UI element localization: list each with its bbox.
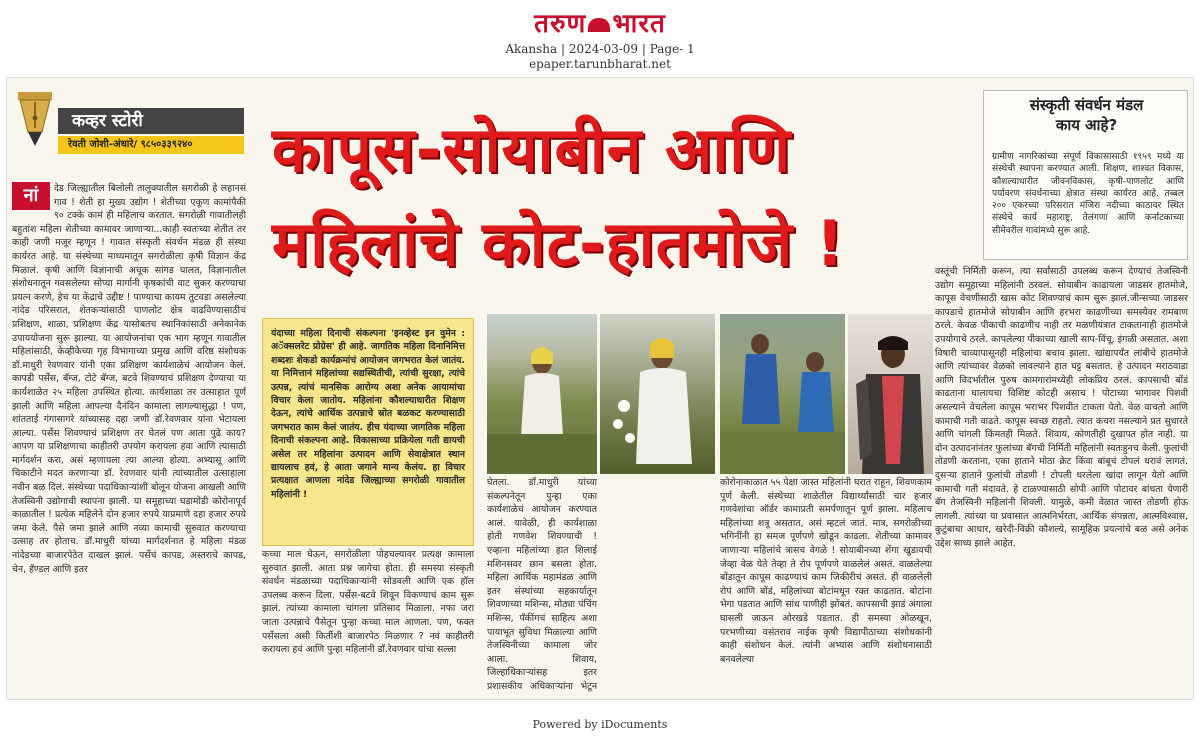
photo-2-figure	[600, 314, 715, 474]
left-column-article	[12, 182, 246, 692]
dropcap: नां	[12, 182, 50, 210]
mid-column-article: कच्चा माल घेऊन, सगरोळीला पोहचल्यावर प्रत्यक्ष कामाला सुरुवात झाली. आता प्रश्न जागेचा होता. ही समस्या संस्कृती संवर्धन मंडळाच्या पदाधिकाऱ्यांनी सोडवली आणि एक हॉल उपलब्ध करून दिला. पर्सेस-बटवे शिवून विकण्याचं काम सुरू झालं. त्यांच्या कामाला चांगला प्रतिसाद मिळाला. नफा जरा जाता उत्पन्नाचे पैसेतून पुन्हा कच्चा माल आणला. पण, फक्त पर्सेसला असी किर्तीशी बाजारपेठ मिळणार ? नवं काहीतरी करायला हवं आणि पुन्हा महिलांनी डॉ.रेवणवार यांचा सल्ला	[262, 549, 474, 656]
author-byline: रेवती जोशी-अंधारे/ ९८५०३३९२४०	[58, 136, 244, 154]
photo-4-figure	[848, 314, 933, 474]
main-headline	[262, 100, 972, 300]
sidebar-text: ग्रामीण नागरिकांच्या संपूर्ण विकासासाठी १९५९ मध्ये या संस्थेची स्थापना करण्यात आली. शिक्षण, शाश्वत विकास, कौशल्याधारीत जीवनविकास, कृषी-पाणलोट आणि पर्यावरण संवर्धनाच्या क्षेत्रात संस्था कार्यरत आहे. तब्बल २०० एकरच्या परिसरात मंजिरा नदीच्या काठावर स्थित संस्थेचे कार्य महाराष्ट्र, तेलंगणा आणि कर्नाटकाच्या सीमेवरील गावांमध्ये सुरू आहे.	[992, 152, 1184, 236]
brand-sun-icon	[588, 18, 610, 32]
photo-women-harvesting	[720, 314, 845, 474]
headline-line-1: कापूस-सोयाबीन आणि	[272, 113, 792, 186]
sidebar-box	[983, 90, 1188, 260]
sidebar-title	[984, 95, 1189, 135]
photo-woman-in-field	[487, 314, 597, 474]
column-4-spacer	[600, 476, 715, 694]
left-column-text: देड जिल्ह्यातील बिलोली तालुक्यातील सगरोळी हे लहानसं गाव ! शेती हा मुख्य उद्योग ! शेतीच्या एकूण कामांपैकी ९० टक्के कामं ही महिलाच करतात. सगरोळी गावातीलही बहुतांश महिला शेतीच्या कामावर जाणाऱ्या...काही स्वतःच्या शेतीत तर काही जणी मजूर म्हणून ! गावात संस्कृती संवर्धन मंडळ ही संस्था कार्यरत आहे. या संस्थेच्या माध्यमातून सगरोळीला कृषी विज्ञान केंद्र मिळालं. कृषी आणि विज्ञानाची अचूक सांगड घालत, विज्ञानातील संशोधनातून गवसलेल्या सोप्या मार्गानी कृषकांची वाट सुकर करण्याचा प्रयत्न करणे, हेच या केंद्राचे उद्दीष्ट ! पाण्याचा कायम तुटवडा असलेल्या नांदेड परिसरात, शेतकऱ्यांसाठी पाणलोट क्षेत्र वाढविण्यासाठीचं प्रशिक्षण, शाळा, प्रशिक्षण केंद्र यासोबतच स्थानिकांसाठी अनेकानेक उपाययोजना सुरू झाल्या. या आयोजनांचा एक भाग म्हणून गावातील महिलांसाठी, केव्हीकेच्या गृह विभागाच्या प्रमुख आणि वरिष्ठ संशोधक डॉ.माधुरी रेवणवार यांनी एका प्रशिक्षण कार्यशाळेचं आयोजन केलं. कापडी पर्सेस, बॅग्ज, टोटे बॅग्ज, बटवे शिवण्याचं प्रशिक्षण देण्याचा या कार्यशाळेत २५ महिला उपस्थित होत्या. कार्यशाळा तर उत्साहात पूर्ण झाली आणि महिला आपल्या दैनंदिन कामाला लागल्यासुद्धा ! पण, शांतताई गंगासागरे यांच्यासह दहा जणी डॉ.रेवणवार यांना भेटायला आल्या. पर्सेस शिवण्याचं प्रशिक्षण तर घेतलं पण आता पुढे काय? आपण या प्रशिक्षणाचा काहीतरी उपयोग करायला हवा आणि त्यासाठी मार्गदर्शन करा, असं म्हणायला त्या आल्या होत्या. अभ्यासू आणि चिकाटीने मदत करणाऱ्या डॉ. रेवणवार यांनी त्यांच्यातील उत्साहाला नवीन बळ दिलं. संस्थेच्या पदाधिकाऱ्यांशी बोलून योजना आखली आणि तेजस्विनी उद्योगाची स्थापना झाली. या समूहाच्या घडामोडी कोरोनापूर्व काळातील ! प्रत्येक महिलेने दोन हजार रुपये याप्रमाणे दहा हजार रुपये जमा केले. पैसे जमा झाले आणि नव्या कामाची सुरुवात करण्याचा उत्साह तर होताच. डॉ.माधुरी यांच्या मार्गदर्शनात हे महिला मंडळ नांदेडच्या बाजारपेठेत दाखल झालं. पर्सेचं कापड, अस्तराचे कापड, चेन, हॅण्डल आणि इतर	[12, 183, 246, 575]
column-3-article: घेतला. डॉ.माधुरी यांच्या संकल्पनेतून पुन्हा एका कार्यशाळेचं आयोजन करण्यात आलं. यावेळी, ही कार्यशाळा होती गणवेश शिवण्याची ! एव्हाना महिलांच्या हात शिलाई मशिनसवर छान बसला होता. महिला आर्थिक महामंडळ आणि इतर संस्थांच्या सहकार्यातून शिवणाच्या मशिन्स, मोठ्या पंचिंग मशिन्स, पॅकींगचं साहित्य अशा पायाभूत सुविधा मिळाल्या आणि तेजस्विनीच्या कामाला जोर आला. शिवाय, जिल्हाधिकाऱ्यांसह इतर प्रशासकीय अधिकाऱ्यांना भेटून	[487, 477, 597, 692]
photo-woman-with-coat	[848, 314, 933, 474]
epaper-url[interactable]: epaper.tarunbharat.net	[529, 57, 671, 71]
column-5-article: कोरोनाकाळात ५५ पेक्षा जास्त महिलांनी घरात राहून, शिवणकाम पूर्ण केली. संस्थेच्या शाळेतील विद्यार्थ्यांसाठी चार हजार गणवेशांचा ऑर्डर कामाप्रती समर्पणातून पूर्ण झाला. महिलाच महिलांच्या शत्रू असतात, असं म्हटलं जातं. मात्र, सगरोळीच्या भगिनींनी हा समज पूर्णपणे खोडून काढला. शेतीच्या कामावर जाणाऱ्या महिलांचे त्रासच वेगळे ! सोयाबीनच्या शेंगा खुडायची जेव्हा वेळ येते तेव्हा ते रोप पूर्णपणे वाळलेलं असतं. वाळलेल्या बोंडातून कापूस काढण्याचं काम जिकीरीचं असतं. ही वाळलेली रोपं आणि बोंडं, महिलांच्या बोटांमधून रक्त काढतात. बोटांना भेगा पडतात आणि सांध पाणीही झोंबतं. कापसाची झाडं अंगाला घासली जाऊन ओरखडे पडतात. ही समस्या ओळखून, परभणीच्या वसंतराव नाईक कृषी विद्यापीठाच्या संशोधकांनी काही संशोधन केलं. त्यांनी अभ्यास आणि संशोधनासाठी बनवलेल्या	[720, 477, 932, 665]
photo-3-figures	[720, 314, 845, 474]
right-column-article: वस्तूंची निर्मिती करून, त्या सर्वांसाठी उपलब्ध करून देण्याचं तेजस्विनी उद्योग समूहाच्या महिलांनी ठरवलं. सोयाबीन काढायला जाडसर हातमोजे, कापूस वेचणीसाठी खास कोट शिवण्याचं काम सुरू झालं.जीन्सच्या जाडसर कापडाचे हातमोजे सोयाबीन आणि हरभरा काढणीच्या समस्येवर रामबाण ठरले. केवळ पीकाची काढणीच नाही तर मळणीयंत्रात टाकतानाही हातमोजे उपयोगाचे ठरले. कापलेल्या पीकाच्या खाली साप-विंचू, इंगळी असतात. अशा विषारी चाव्यापासूनही महिलांचा बचाव झाला. खांद्यापर्यंत लांबीचे हातमोजे आणि त्यांच्यावर वेळको लावल्याने हात घट्ट बसतात. हे उत्पादन मराठवाडा आणि विदर्भातील पुरुष कामगारांमध्येही लोकप्रिय ठरलं. कापसाची बोंडं काढताना घालायचा विशिष्ट कोटही असाच ! पोटाच्या भागावर पिशवी असल्याने वेचलेला कापूस भराभर पिशवीत टाकता येतो. वेळ वाचतो आणि कामाची गती वाढते. कापूस स्वच्छ राहतो. त्यात कचरा नसल्याने प्रत सुधारते आणि चांगली किंमतही मिळते. शिवाय, कोणतीही दुखापत होत नाही. या दोन उत्पादनांनंतर फुलांच्या बॅगची निर्मिती महिलांनी स्वतःहुनच केली. फुलांची तोडणी करताना, एका हाताने मोठा क्रेट किंवा बांबूचं टोपलं धरावं लागतं. दुसऱ्या हाताने फुलांची तोडणी ! टोपली धरलेला खांदा लागून येतो आणि कामाची गती मंदावते. हे टाळण्यासाठी सोपी आणि पोटावर बांधता येणारी बॅग तेजस्विनी महिलांनी शिवली. यामुळे, कमी वेळात जास्त तोडणी होऊ लागली. त्यांच्या या प्रवासात आत्मनिर्भरता, आर्थिक संपन्नता, आत्मविश्वास, कुटुंबाचा आधार, खरेदी-विक्री कौशल्ये, सामूहिक प्रयत्नांचे बळ असे अनेक उद्देश साध्य झाले आहेत.	[935, 266, 1188, 549]
brand-left: तरुण	[534, 9, 587, 39]
highlight-text: यंदाच्या महिला दिनाची संकल्पना 'इनव्हेस्ट इन वुमेन : अॅक्सलरेट प्रोग्रेस' ही आहे. जागतिक महिला दिनानिमित्त शब्दशः शेकडो कार्यक्रमांचं आयोजन जगभरात केलं जातंय. या निमित्तानं महिलांच्या सद्यस्थितीची, त्यांची सुरक्षा, त्यांचे उत्पन्न, त्यांचं मानसिक आरोग्य अशा अनेक आयामांचा विचार केला जातोय. महिलांना कौशल्याधारीत शिक्षण देऊन, त्यांचे आर्थिक उत्पन्नाचे स्रोत बळकट करण्यासाठी जगभरात काम केलं जातंय. हीच यंदाच्या जागतिक महिला दिनाची संकल्पना आहे. विकासाच्या प्रक्रियेला गती द्यायची असेल तर महिलांना उत्पादन आणि सेवाक्षेत्रात स्थान द्यायलाच हवं, हे आता जगाने मान्य केलंय. हा विचार प्रत्यक्षात आणला नांदेड जिल्ह्याच्या सगरोळी गावातील महिलांनी !	[271, 328, 465, 500]
fountain-pen-icon	[12, 88, 60, 150]
brand-logo[interactable]	[505, 8, 695, 40]
edition-meta: Akansha | 2024-03-09 | Page- 1	[505, 42, 695, 56]
cover-story-label: कव्हर स्टोरी	[58, 108, 244, 134]
sidebar-title-line-2: काय आहे?	[1055, 116, 1118, 134]
powered-by[interactable]: Powered by iDocuments	[532, 718, 668, 731]
highlight-box	[262, 318, 474, 546]
cover-story-tag	[12, 88, 244, 172]
sidebar-title-line-1: संस्कृती संवर्धन मंडल	[1029, 96, 1144, 114]
brand-right: भारत	[612, 9, 666, 39]
headline-line-2: महिलांचे कोट-हातमोजे !	[272, 207, 846, 280]
photo-cotton-picking	[600, 314, 715, 474]
photo-1-figure	[487, 314, 597, 474]
masthead	[0, 0, 1200, 72]
